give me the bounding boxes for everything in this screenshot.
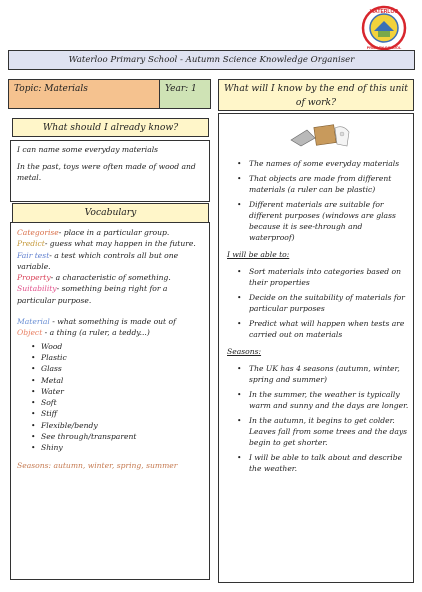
- season-item: • The UK has 4 seasons (autumn, winter, spring and summer): [227, 363, 409, 385]
- able-item: • Sort materials into categories based on their properties: [227, 266, 409, 288]
- able-item: • Predict what will happen when tests are carried out on materials: [227, 318, 409, 340]
- able-heading: I will be able to:: [227, 250, 290, 259]
- vocab-seasons: Seasons: autumn, winter, spring, summer: [17, 460, 178, 470]
- logo-top-text: WATERLOO: [369, 9, 399, 15]
- vocabulary-heading: Vocabulary: [12, 203, 209, 223]
- vocab-material: Material - what something is made out of: [17, 317, 176, 327]
- list-item: • Shiny: [31, 442, 203, 453]
- list-item: • Soft: [31, 397, 203, 408]
- vocab-term-suitability: Suitability- something being right for a particular purpose.: [17, 284, 168, 305]
- year-label: Year: 1: [159, 79, 211, 109]
- page-title-banner: Waterloo Primary School - Autumn Science Knowledge Organiser: [8, 50, 415, 70]
- list-item: • Glass: [31, 363, 203, 374]
- what-will-know-box: [218, 113, 414, 583]
- list-item: • Flexible/bendy: [31, 420, 203, 431]
- right-content: [227, 158, 409, 478]
- list-item: • See through/transparent: [31, 431, 203, 442]
- already-line-1: I can name some everyday materials: [17, 145, 159, 154]
- topic-label: Topic: Materials: [8, 79, 160, 109]
- know-item: • Different materials are suitable for different purposes (windows are glass because it is see-through and waterproof): [227, 199, 409, 243]
- list-item: • Water: [31, 386, 203, 397]
- what-will-know-heading: What will I know by the end of this unit of work?: [218, 79, 414, 111]
- list-item: • Plastic: [31, 352, 203, 363]
- materials-illustration: [287, 120, 357, 150]
- already-know-box: [10, 140, 210, 202]
- know-item: • That objects are made from different materials (a ruler can be plastic): [227, 173, 409, 195]
- list-item: • Metal: [31, 375, 203, 386]
- materials-list: [31, 341, 203, 454]
- vocab-term-predict: Predict- guess what may happen in the future.: [17, 239, 196, 249]
- season-item: • I will be able to talk about and describe the weather.: [227, 452, 409, 474]
- vocab-term-fair-test: Fair test- a test which controls all but one variable.: [17, 250, 179, 271]
- logo-bottom-text: PRIMARY SCHOOL: [366, 46, 402, 50]
- seasons-heading: Seasons:: [227, 347, 262, 356]
- season-item: • In the summer, the weather is typically warm and sunny and the days are longer.: [227, 389, 409, 411]
- vocabulary-box: [10, 222, 210, 580]
- already-know-heading: What should I already know?: [12, 118, 209, 137]
- list-item: • Stiff: [31, 408, 203, 419]
- season-item: • In the autumn, it begins to get colder. Leaves fall from some trees and the days begin to get shorter.: [227, 415, 409, 448]
- vocab-term-property: Property- a characteristic of something.: [17, 273, 171, 283]
- school-logo: [358, 4, 410, 52]
- know-item: • The names of some everyday materials: [227, 158, 409, 169]
- list-item: • Wood: [31, 341, 203, 352]
- vocab-term-categorise: Categorise- place in a particular group.: [17, 228, 170, 237]
- vocab-object: Object - a thing (a ruler, a teddy...): [17, 328, 150, 338]
- already-line-2: In the past, toys were often made of wood and metal.: [17, 162, 196, 182]
- able-item: • Decide on the suitability of materials for particular purposes: [227, 292, 409, 314]
